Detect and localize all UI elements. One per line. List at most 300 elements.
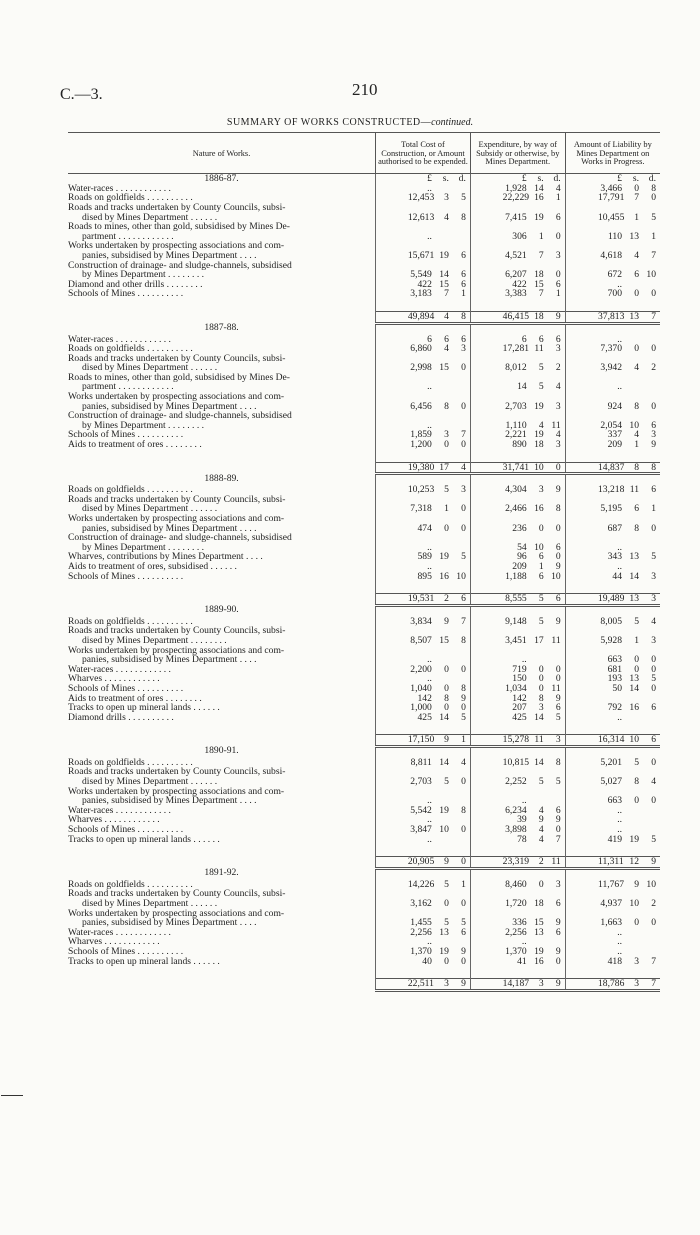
total-liability-pence: 6 (651, 734, 656, 746)
nature-of-works-text: Roads and tracks undertaken by County Councils, subsi- (68, 352, 286, 364)
expenditure-cell (470, 767, 565, 786)
cost-cell (376, 241, 471, 260)
cost-cell (376, 646, 471, 665)
liability-cell-pence (639, 806, 660, 816)
expenditure-cell-pounds: 2,221 (505, 429, 527, 441)
cost-cell (376, 787, 471, 806)
liability-cell-pence: 2 (651, 362, 656, 374)
cost-cell-shillings: 19 (439, 945, 449, 957)
expenditure-cell-pence: 11 (551, 634, 561, 646)
liability-cell-pounds: 663 (607, 654, 622, 666)
spacer-cell (470, 299, 565, 312)
expenditure-cell-pence: 6 (555, 333, 561, 345)
expenditure-cell (470, 514, 565, 533)
cost-cell-pence: 0 (461, 439, 466, 451)
liability-cell-pounds: 4,618 (600, 249, 622, 261)
expenditure-cell-shillings: 4 (538, 824, 544, 836)
spacer-row (68, 299, 660, 312)
table-row (68, 354, 660, 373)
expenditure-cell-pence: 1 (555, 288, 561, 300)
total-liability-pence: 8 (651, 461, 656, 473)
nature-of-works-text: Tracks to open up mineral lands . . . . . . (68, 702, 220, 714)
liability-cell-pence: 4 (651, 615, 656, 627)
nature-of-works-text: Wharves . . . . . . . . . . . . (68, 673, 160, 685)
liability-cell-pence: 10 (646, 269, 656, 281)
cost-cell (376, 440, 471, 450)
cost-cell-pounds: 142 (417, 692, 432, 704)
total-expenditure-pounds: 46,415 (502, 310, 530, 322)
cost-cell-shillings: 15 (439, 278, 449, 290)
nature-of-works-text: Roads on goldfields . . . . . . . . . . (68, 343, 193, 355)
expenditure-cell-shillings: 16 (534, 192, 544, 204)
expenditure-cell-pence: 0 (555, 551, 561, 563)
cost-cell-pence: 0 (461, 663, 466, 675)
expenditure-cell-pence: 6 (555, 898, 561, 909)
liability-cell-pounds: 44 (612, 570, 622, 582)
nature-of-works-text: Aids to treatment of ores . . . . . . . . (68, 439, 202, 451)
nature-of-works-cell (68, 289, 376, 299)
cost-cell-pounds: .. (427, 419, 432, 431)
cost-cell (376, 411, 471, 430)
total-liability (565, 594, 660, 606)
liability-cell-pence: 0 (651, 795, 656, 807)
cost-cell-pence (449, 655, 470, 665)
total-liability-pounds: 16,314 (598, 734, 625, 746)
expenditure-cell-shillings: 5 (538, 615, 544, 627)
expenditure-cell (470, 889, 565, 908)
col-cost-header: Total Cost of Construction, or Amount authorised to be expended. (376, 133, 471, 174)
nature-of-works-cell (68, 909, 376, 928)
expenditure-cell-shillings: 15 (534, 917, 544, 929)
col-nature-header: Nature of Works. (68, 133, 376, 174)
nature-of-works-text: Schools of Mines . . . . . . . . . . (68, 945, 184, 957)
expenditure-cell (470, 835, 565, 845)
expenditure-cell-pounds: 6,207 (505, 269, 527, 281)
liability-cell-pence (639, 280, 660, 290)
nature-of-works-text: Construction of drainage- and sludge-channels, subsidised (68, 532, 292, 544)
cost-cell-shillings: 15 (439, 362, 449, 374)
liability-cell (565, 758, 660, 768)
liability-cell-pence: 0 (651, 663, 656, 675)
expenditure-cell-shillings: 14 (534, 182, 544, 194)
expenditure-cell-pounds: .. (521, 654, 527, 666)
table-row (68, 373, 660, 392)
cost-cell-pounds: .. (427, 560, 432, 572)
liability-cell-pounds: 11,767 (598, 878, 625, 890)
cost-cell-pence: 0 (461, 824, 466, 836)
margin-mark (1, 1095, 23, 1096)
liability-cell-pounds: .. (617, 541, 622, 553)
works-summary-table (68, 132, 660, 992)
liability-cell-pounds: 2,054 (600, 419, 622, 431)
liability-cell-pounds: .. (617, 278, 622, 290)
expenditure-cell-pence: 9 (555, 917, 561, 929)
liability-cell-pounds: .. (617, 936, 622, 948)
expenditure-cell-pounds: 1,034 (505, 682, 527, 694)
total-expenditure (470, 857, 565, 869)
spacer-cell (470, 966, 565, 979)
expenditure-cell (470, 440, 565, 450)
nature-of-works-text: Works undertaken by prospecting associations and com- (68, 391, 285, 403)
expenditure-cell-pence: 9 (555, 484, 561, 496)
cost-cell (376, 552, 471, 562)
cost-cell (376, 880, 471, 890)
total-expenditure-pounds: 14,187 (502, 978, 530, 990)
unit-shillings-label: s. (537, 172, 544, 184)
cost-cell-pence: 6 (461, 926, 466, 938)
table-row (68, 261, 660, 280)
cost-cell-pounds: 6 (427, 333, 432, 345)
liability-cell (565, 815, 660, 825)
cost-cell-shillings: 19 (439, 551, 449, 563)
cost-cell-pence: 0 (461, 400, 466, 412)
cost-cell-pounds: 1,455 (410, 917, 432, 929)
cost-cell-pounds: 589 (417, 551, 432, 563)
expenditure-cell-pence: 0 (555, 673, 561, 685)
expenditure-cell-pounds: 2,252 (505, 776, 527, 788)
cost-cell-pounds: 422 (417, 278, 432, 290)
expenditure-cell-shillings: 18 (534, 439, 544, 451)
total-cost-pounds: 17,150 (407, 734, 435, 746)
liability-cell-pence: 0 (651, 917, 656, 929)
expenditure-cell-shillings: 3 (538, 702, 544, 714)
expenditure-cell-shillings: 19 (534, 211, 544, 223)
expenditure-cell-pounds: 9,148 (505, 615, 527, 627)
expenditure-cell-pence: 3 (555, 400, 561, 412)
total-expenditure (470, 735, 565, 747)
liability-cell-pence: 0 (651, 343, 656, 355)
cost-cell-pounds: 8,507 (410, 634, 432, 646)
cost-cell-shillings: 19 (439, 249, 449, 261)
liability-cell-pence (639, 937, 660, 947)
cost-cell-shillings: 3 (444, 429, 449, 441)
expenditure-cell-pounds: .. (521, 936, 527, 948)
spacer-cell (376, 581, 471, 594)
total-cost-pounds: 19,380 (407, 461, 435, 473)
liability-cell-pence: 5 (651, 673, 656, 685)
liability-cell-pence (639, 335, 660, 345)
liability-cell (565, 392, 660, 411)
cost-cell-pounds: .. (427, 182, 432, 194)
unit-shillings-label: s. (632, 172, 639, 184)
liability-cell (565, 703, 660, 713)
spacer-cell (376, 450, 471, 463)
cost-cell-pence: 5 (461, 711, 466, 723)
liability-cell-pence: 10 (646, 878, 656, 890)
expenditure-cell-shillings: 0 (538, 878, 544, 890)
liability-cell-pounds: .. (617, 711, 622, 723)
liability-cell-pence (639, 947, 660, 957)
cost-cell (376, 392, 471, 411)
cost-cell (376, 957, 471, 967)
cost-cell-shillings: 5 (444, 484, 449, 496)
total-cost-pence: 4 (461, 461, 466, 473)
nature-of-works-text: dised by Mines Department . . . . . . (82, 503, 218, 515)
total-row (68, 735, 660, 747)
liability-cell-pence (639, 713, 660, 723)
liability-cell (565, 222, 660, 241)
liability-cell-shillings (622, 937, 639, 947)
liability-cell-pence: 3 (651, 570, 656, 582)
liability-cell (565, 880, 660, 890)
total-liability-pence: 3 (651, 593, 656, 605)
liability-cell-pence (639, 543, 660, 553)
nature-of-works-text: Works undertaken by prospecting associations and com- (68, 785, 285, 797)
liability-cell-shillings: 3 (634, 955, 639, 967)
expenditure-cell-pounds: 17,281 (502, 343, 530, 355)
liability-cell (565, 552, 660, 562)
cost-cell-shillings: 8 (444, 692, 449, 704)
table-row (68, 289, 660, 299)
year-heading: 1889-90. (204, 604, 239, 616)
total-expenditure (470, 462, 565, 474)
total-cost-pence: 6 (461, 593, 466, 605)
cost-cell (376, 193, 471, 203)
liability-cell (565, 957, 660, 967)
expenditure-cell (470, 928, 565, 938)
liability-cell (565, 889, 660, 908)
cost-cell-pence: 6 (461, 278, 466, 290)
cost-cell-pounds: 3,834 (410, 615, 432, 627)
liability-cell-pounds: 209 (607, 439, 622, 451)
liability-cell-shillings: 10 (629, 898, 639, 909)
total-expenditure-pence: 3 (555, 734, 561, 746)
cost-cell (376, 495, 471, 514)
spacer-cell (565, 581, 660, 594)
unit-pounds-label: £ (427, 172, 432, 184)
liability-cell-shillings: 13 (629, 230, 639, 242)
liability-cell-pounds: 5,027 (600, 776, 622, 788)
expenditure-cell (470, 533, 565, 552)
liability-cell-pounds: 7,370 (600, 343, 622, 355)
expenditure-cell-pounds: 1,370 (505, 945, 527, 957)
cost-cell-shillings: 5 (444, 776, 449, 788)
cost-cell-pounds: 2,703 (410, 776, 432, 788)
cost-cell-pounds: 3,847 (410, 824, 432, 836)
liability-cell-pounds: 672 (607, 269, 622, 281)
nature-of-works-text: Works undertaken by prospecting associations and com- (68, 513, 285, 524)
spacer-cell (68, 844, 376, 857)
liability-cell-pence: 5 (651, 211, 656, 223)
cost-cell (376, 222, 471, 241)
expenditure-cell-pounds: 1,720 (505, 898, 527, 909)
cost-cell-pence: 5 (461, 192, 466, 204)
liability-cell (565, 241, 660, 260)
total-liability-pence: 7 (651, 978, 656, 990)
table-header-row (68, 133, 660, 174)
expenditure-cell-shillings: 4 (538, 833, 544, 845)
spacer-cell (565, 299, 660, 312)
liability-cell (565, 203, 660, 222)
unit-shillings-label: s. (442, 172, 449, 184)
liability-cell (565, 495, 660, 514)
total-liability-pounds: 19,489 (598, 593, 625, 605)
spacer-row (68, 722, 660, 735)
liability-cell (565, 261, 660, 280)
total-liability-shillings: 12 (629, 856, 639, 868)
cost-cell (376, 373, 471, 392)
liability-cell-pounds: 110 (607, 230, 622, 242)
total-label-cell (68, 979, 376, 991)
cost-cell-shillings: 4 (444, 343, 449, 355)
total-liability-shillings: 10 (629, 734, 639, 746)
cost-cell-pence: 5 (461, 917, 466, 929)
liability-cell-shillings: 5 (634, 615, 639, 627)
expenditure-cell-pounds: 142 (512, 692, 527, 704)
cost-cell-pounds: 40 (422, 955, 432, 967)
spacer-cell (470, 450, 565, 463)
expenditure-cell (470, 411, 565, 430)
table-row (68, 533, 660, 552)
expenditure-cell-pence (544, 937, 565, 947)
total-expenditure-shillings: 11 (534, 734, 544, 746)
expenditure-cell-pounds: 8,012 (505, 362, 527, 374)
expenditure-cell-shillings: 4 (538, 804, 544, 816)
liability-cell-pence: 0 (651, 192, 656, 204)
expenditure-cell-pounds: 96 (517, 551, 527, 563)
spacer-cell (376, 722, 471, 735)
liability-cell-pounds: 924 (607, 400, 622, 412)
nature-of-works-cell (68, 514, 376, 533)
liability-cell-shillings: 8 (634, 400, 639, 412)
amount-cell-empty (376, 323, 471, 335)
cost-cell-pence (449, 937, 470, 947)
cost-cell-shillings (432, 232, 449, 242)
nature-of-works-text: Wharves, contributions by Mines Department . . . . (68, 551, 263, 563)
expenditure-cell-shillings: 13 (534, 926, 544, 938)
expenditure-cell-shillings: 0 (538, 682, 544, 694)
expenditure-cell (470, 880, 565, 890)
liability-cell-pence: 1 (651, 503, 656, 515)
liability-cell-shillings: 11 (629, 484, 639, 496)
total-cost (376, 735, 471, 747)
liability-cell (565, 193, 660, 203)
liability-cell (565, 617, 660, 627)
total-expenditure-pence: 9 (555, 978, 561, 990)
total-expenditure (470, 979, 565, 991)
nature-of-works-text: Water-races . . . . . . . . . . . . (68, 663, 171, 675)
liability-cell-pounds: 792 (607, 702, 622, 714)
total-expenditure (470, 594, 565, 606)
cost-cell (376, 626, 471, 645)
cost-cell-pounds: 12,453 (407, 192, 435, 204)
liability-cell-shillings: 0 (634, 663, 639, 675)
total-expenditure-shillings: 3 (538, 978, 544, 990)
cost-cell-pence: 9 (461, 945, 466, 957)
nature-of-works-cell (68, 373, 376, 392)
table-row (68, 203, 660, 222)
expenditure-cell-pounds: 422 (512, 278, 527, 290)
liability-cell-pounds: .. (617, 926, 622, 938)
total-cost-shillings: 4 (444, 310, 449, 322)
total-liability (565, 735, 660, 747)
liability-cell (565, 787, 660, 806)
expenditure-cell (470, 344, 565, 354)
nature-of-works-text: Aids to treatment of ores . . . . . . . . (68, 692, 202, 704)
liability-cell (565, 354, 660, 373)
liability-cell-pounds: 687 (607, 522, 622, 534)
expenditure-cell (470, 617, 565, 627)
expenditure-cell-pounds: 22,229 (502, 192, 530, 204)
expenditure-cell-pounds: 14 (517, 381, 527, 393)
liability-cell-shillings (622, 928, 639, 938)
total-row (68, 857, 660, 869)
expenditure-cell (470, 495, 565, 514)
liability-cell (565, 928, 660, 938)
liability-cell-pence: 1 (651, 230, 656, 242)
total-liability-pence: 9 (651, 856, 656, 868)
liability-cell-shillings: 13 (629, 551, 639, 563)
cost-cell-pounds: .. (427, 936, 432, 948)
expenditure-cell-shillings: 4 (538, 419, 544, 431)
expenditure-cell-pounds: 306 (512, 230, 527, 242)
nature-of-works-text: Diamond drills . . . . . . . . . . (68, 711, 174, 723)
total-cost (376, 462, 471, 474)
liability-cell-pounds: 5,195 (600, 503, 622, 515)
expenditure-cell-pence: 9 (555, 945, 561, 957)
liability-cell-pence (639, 928, 660, 938)
nature-of-works-text: Schools of Mines . . . . . . . . . . (68, 682, 184, 694)
nature-of-works-text: Roads on goldfields . . . . . . . . . . (68, 615, 193, 627)
expenditure-cell-pence: 6 (555, 804, 561, 816)
expenditure-cell-pence: 6 (555, 702, 561, 714)
liability-cell-shillings: 0 (634, 654, 639, 666)
total-liability (565, 857, 660, 869)
cost-cell-pence (449, 835, 470, 845)
nature-of-works-text: panies, subsidised by Mines Department . . . . (82, 249, 257, 261)
cost-cell-shillings: 0 (444, 898, 449, 909)
liability-cell-pounds: 50 (612, 682, 622, 694)
cost-cell (376, 835, 471, 845)
nature-of-works-cell (68, 767, 376, 786)
table-row (68, 514, 660, 533)
cost-cell-pence: 1 (461, 878, 466, 890)
expenditure-cell (470, 289, 565, 299)
expenditure-cell-shillings: 6 (538, 551, 544, 563)
nature-of-works-text: Aids to treatment of ores, subsidised . . . . . . (68, 560, 237, 572)
nature-of-works-cell (68, 572, 376, 582)
expenditure-cell-shillings: 0 (538, 673, 544, 685)
cost-cell-shillings: 14 (439, 756, 449, 768)
expenditure-cell-pounds: 2,703 (505, 400, 527, 412)
cost-cell-pence: 0 (461, 955, 466, 967)
cost-cell-pence: 1 (461, 288, 466, 300)
cost-cell-pence: 3 (461, 484, 466, 496)
nature-of-works-text: Works undertaken by prospecting associations and com- (68, 907, 285, 919)
expenditure-cell-pence: 3 (555, 439, 561, 451)
total-cost-shillings: 3 (444, 978, 449, 990)
liability-cell-pounds: .. (617, 824, 622, 836)
expenditure-cell-pence: 9 (555, 692, 561, 704)
spacer-cell (376, 966, 471, 979)
nature-of-works-text: by Mines Department . . . . . . . . (82, 541, 205, 553)
cost-cell-pounds: .. (427, 541, 432, 553)
expenditure-cell-pence (544, 655, 565, 665)
cost-cell-pence: 0 (461, 776, 466, 788)
cost-cell-shillings: 1 (444, 503, 449, 515)
liability-cell (565, 440, 660, 450)
table-row (68, 626, 660, 645)
expenditure-cell-shillings: 9 (538, 814, 544, 826)
table-row (68, 909, 660, 928)
total-liability-shillings: 3 (634, 978, 639, 990)
liability-cell-pounds: 337 (607, 429, 622, 441)
liability-cell-shillings: 14 (629, 570, 639, 582)
expenditure-cell (470, 392, 565, 411)
spacer-cell (68, 581, 376, 594)
nature-of-works-cell (68, 222, 376, 241)
unit-pounds-label: £ (617, 172, 622, 184)
